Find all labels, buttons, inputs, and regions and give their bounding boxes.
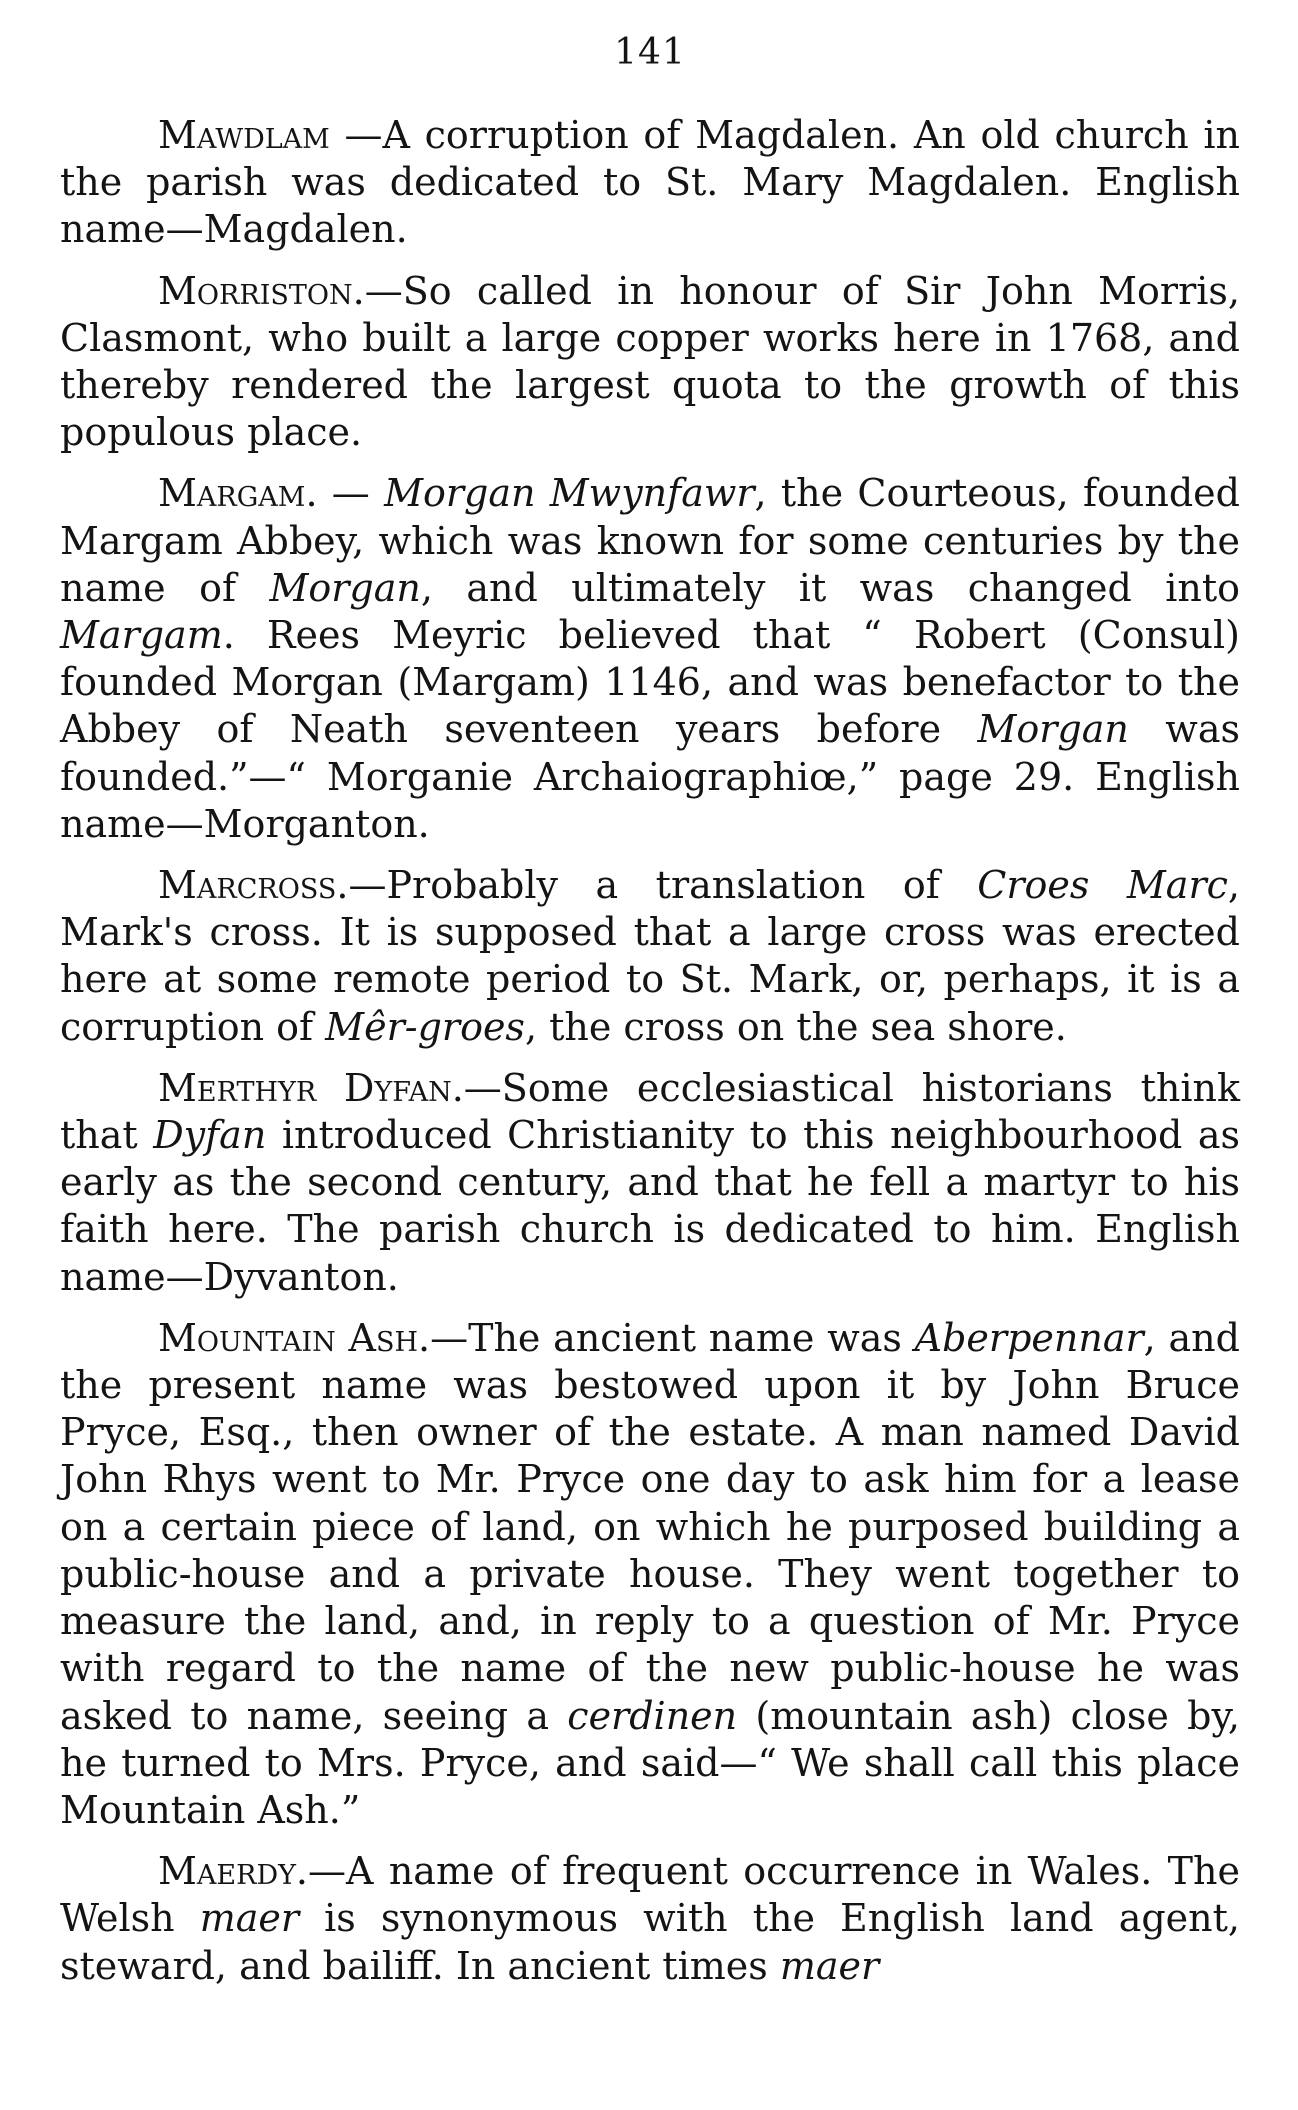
- entry-text: , the cross on the sea shore.: [524, 1004, 1067, 1049]
- italic-term: Aberpennar: [914, 1315, 1144, 1360]
- entry-headword: Mountain Ash: [158, 1315, 419, 1360]
- italic-term: cerdinen: [567, 1693, 738, 1738]
- dictionary-entry: [60, 1315, 1240, 1834]
- entry-text: was founded.”—“ Morganie Archaiographiœ,” page 29. English name—Morganton.: [60, 707, 1240, 846]
- entry-list: [60, 112, 1240, 1990]
- dictionary-entry: [60, 268, 1240, 457]
- entry-text: . —: [305, 471, 385, 516]
- dictionary-entry: [60, 112, 1240, 254]
- entry-text: is synonymous with the English land agent, steward, and bailiff. In ancient times: [60, 1896, 1240, 1988]
- entry-headword: Margam: [158, 471, 306, 516]
- entry-text: , the Courteous, founded Margam Abbey, which was known for some centuries by the name of: [60, 471, 1240, 610]
- italic-term: maer: [779, 1943, 880, 1988]
- entry-headword: Marcross: [158, 863, 337, 908]
- entry-headword: Merthyr Dyfan: [158, 1065, 452, 1110]
- book-page: [60, 28, 1240, 2004]
- italic-term: maer: [199, 1896, 300, 1941]
- entry-text: , and ultimately it was changed into: [420, 565, 1240, 610]
- italic-term: Morgan: [977, 707, 1129, 752]
- entry-text: .—Probably a translation of: [336, 863, 978, 908]
- entry-headword: Maerdy: [158, 1849, 296, 1894]
- entry-text: , Mark's cross. It is supposed that a large cross was erected here at some remote period to St. Mark, or, perhaps, it is a corruption of: [60, 863, 1240, 1049]
- dictionary-entry: [60, 862, 1240, 1051]
- entry-headword: Morriston: [158, 268, 353, 313]
- entry-text: . Rees Meyric believed that “ Robert (Consul) founded Morgan (Margam) 1146, and was benefactor to the Abbey of Neath seventeen years before: [60, 613, 1240, 752]
- dictionary-entry: [60, 1848, 1240, 1990]
- entry-text: , and the present name was bestowed upon it by John Bruce Pryce, Esq., then owner of the estate. A man named David John Rhys went to Mr. Pryce one day to ask him for a lease on a certain piece of land, on which he purposed building a public-house and a private house. They went together to measure the land, and, in reply to a question of Mr. Pryce with regard to the name of the new public-house he was asked to name, seeing a: [60, 1315, 1240, 1738]
- italic-term: Margam: [60, 613, 223, 658]
- italic-term: Croes Marc: [977, 863, 1228, 908]
- entry-text: .—Some ecclesiastical historians think that: [60, 1065, 1241, 1158]
- italic-term: Morgan Mwynfawr: [384, 471, 755, 516]
- entry-text: .—A name of frequent occurrence in Wales. The Welsh: [60, 1849, 1240, 1941]
- italic-term: Dyfan: [153, 1113, 267, 1158]
- italic-term: Mêr-groes: [325, 1004, 525, 1049]
- dictionary-entry: [60, 1065, 1240, 1301]
- entry-text: .—The ancient name was: [418, 1315, 915, 1360]
- entry-text: .—So called in honour of Sir John Morris, Clasmont, who built a large copper works here in 1768, and thereby rendered the largest quota to the growth of this populous place.: [60, 268, 1240, 455]
- entry-text: (mountain ash) close by, he turned to Mrs. Pryce, and said—“ We shall call this place Mountain Ash.”: [60, 1693, 1241, 1832]
- entry-headword: Mawdlam: [158, 113, 330, 157]
- entry-text: —A corruption of Magdalen. An old church in the parish was dedicated to St. Mary Magdalen. English name—Magdalen.: [60, 113, 1240, 252]
- page-number: 141: [614, 32, 686, 73]
- entry-text: introduced Christianity to this neighbourhood as early as the second century, and that he fell a martyr to his faith here. The parish church is dedicated to him. English name—Dyvanton.: [60, 1113, 1241, 1299]
- dictionary-entry: [60, 470, 1240, 848]
- italic-term: Morgan: [269, 565, 421, 610]
